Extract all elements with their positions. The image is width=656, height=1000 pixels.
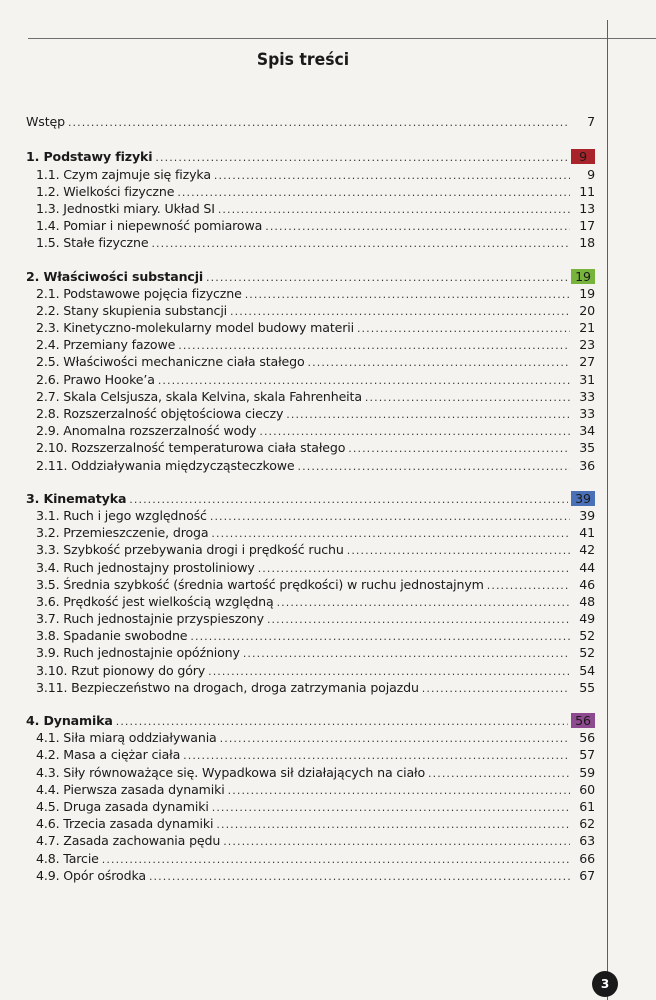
toc-entry — [26, 369, 595, 386]
dot-leader — [308, 356, 570, 369]
toc-entry — [26, 421, 595, 438]
toc-entry — [26, 318, 595, 335]
toc-entry — [26, 216, 595, 233]
toc-entry-page: 17 — [579, 218, 595, 234]
toc-intro-label: Wstęp — [26, 114, 65, 130]
toc-entry-title: 3.11. Bezpieczeństwo na drogach, droga zatrzymania pojazdu — [36, 679, 419, 695]
dot-leader — [178, 339, 570, 352]
toc-entry-title: 2.5. Właściwości mechaniczne ciała stałego — [36, 354, 305, 370]
dot-leader — [183, 749, 570, 762]
toc-entry — [26, 609, 595, 626]
toc-section-heading — [26, 489, 595, 506]
toc-entry-title: 4.7. Zasada zachowania pędu — [36, 833, 221, 849]
toc-entry — [26, 557, 595, 574]
dot-leader — [422, 682, 570, 695]
toc-entry-page: 42 — [579, 542, 595, 558]
toc-entry — [26, 284, 595, 301]
toc-entry-title: 3.8. Spadanie swobodne — [36, 628, 188, 644]
dot-leader — [347, 544, 570, 557]
toc-entry-title: 3.6. Prędkość jest wielkością względną — [36, 593, 274, 609]
toc-entry-title: 3.2. Przemieszczenie, droga — [36, 525, 209, 541]
toc-entry — [26, 643, 595, 660]
dot-leader — [149, 870, 570, 883]
dot-leader — [277, 596, 570, 609]
toc-entry-title: 4.2. Masa a ciężar ciała — [36, 747, 181, 763]
toc-entry-title: 1.4. Pomiar i niepewność pomiarowa — [36, 218, 263, 234]
toc-entry — [26, 164, 595, 181]
toc-entry — [26, 233, 595, 250]
toc-entry — [26, 762, 595, 779]
dot-leader — [102, 853, 570, 866]
toc-entry-title: 3.3. Szybkość przebywania drogi i prędkość ruchu — [36, 542, 344, 558]
toc-entry-page: 56 — [579, 730, 595, 746]
toc-entry-title: 2.11. Oddziaływania międzycząsteczkowe — [36, 457, 295, 473]
dot-leader — [265, 220, 570, 233]
toc-entry-page: 41 — [579, 525, 595, 541]
toc-entry-page: 34 — [579, 423, 595, 439]
toc-entry-title: 1.3. Jednostki miary. Układ SI — [36, 200, 215, 216]
dot-leader — [155, 151, 568, 164]
toc-entry — [26, 831, 595, 848]
toc-entry-page: 39 — [579, 507, 595, 523]
section-page-badge: 9 — [571, 149, 595, 164]
toc-entry-title: 4.6. Trzecia zasada dynamiki — [36, 816, 214, 832]
dot-leader — [230, 305, 570, 318]
toc-entry-title: 2.10. Rozszerzalność temperaturowa ciała stałego — [36, 440, 346, 456]
section-page-badge: 56 — [571, 713, 595, 728]
toc-entry-page: 44 — [579, 559, 595, 575]
toc-entry-page: 27 — [579, 354, 595, 370]
dot-leader — [487, 579, 570, 592]
toc-entry-title: 2.4. Przemiany fazowe — [36, 337, 176, 353]
dot-leader — [206, 271, 568, 284]
table-of-contents — [26, 112, 595, 883]
toc-sections — [26, 129, 595, 883]
toc-entry-page: 48 — [579, 593, 595, 609]
toc-entry-title: 3.10. Rzut pionowy do góry — [36, 662, 206, 678]
toc-entry — [26, 352, 595, 369]
toc-entry — [26, 540, 595, 557]
toc-entry-title: 4.8. Tarcie — [36, 850, 99, 866]
page-title: Spis treści — [256, 50, 350, 70]
toc-entry — [26, 592, 595, 609]
toc-section-heading — [26, 266, 595, 283]
toc-entry-page: 33 — [579, 406, 595, 421]
dot-leader — [151, 237, 570, 250]
toc-entry — [26, 506, 595, 523]
section-gap — [26, 129, 595, 147]
dot-leader — [208, 665, 570, 678]
section-title: 4. Dynamika — [26, 713, 113, 728]
toc-entry — [26, 797, 595, 814]
toc-entry — [26, 523, 595, 540]
dot-leader — [258, 562, 570, 575]
toc-entry-title: 3.9. Ruch jednostajnie opóźniony — [36, 645, 240, 661]
toc-entry-title: 2.1. Podstawowe pojęcia fizyczne — [36, 285, 242, 301]
section-title: 1. Podstawy fizyki — [26, 149, 153, 165]
dot-leader — [210, 510, 570, 523]
toc-entry-page: 54 — [579, 662, 595, 678]
toc-entry-page: 23 — [579, 337, 595, 353]
toc-entry-page: 61 — [579, 798, 595, 814]
dot-leader — [428, 767, 570, 780]
toc-entry-page: 13 — [579, 200, 595, 216]
toc-entry-title: 1.5. Stałe fizyczne — [36, 235, 149, 251]
dot-leader — [365, 391, 570, 404]
dot-leader — [214, 169, 570, 182]
toc-entry-title: 2.6. Prawo Hooke’a — [36, 371, 155, 387]
toc-entry-page: 19 — [579, 285, 595, 301]
dot-leader — [177, 186, 570, 199]
toc-entry — [26, 182, 595, 199]
toc-entry-title: 2.9. Anomalna rozszerzalność wody — [36, 423, 257, 439]
toc-entry — [26, 678, 595, 695]
section-page-badge: 39 — [571, 491, 595, 506]
toc-entry-page: 35 — [579, 440, 595, 456]
toc-entry-title: 3.4. Ruch jednostajny prostoliniowy — [36, 559, 255, 575]
toc-entry-page: 63 — [579, 833, 595, 849]
dot-leader — [116, 715, 568, 728]
dot-leader — [216, 818, 570, 831]
dot-leader — [212, 801, 570, 814]
toc-entry-title: 3.7. Ruch jednostajnie przyspieszony — [36, 611, 264, 627]
dot-leader — [220, 732, 570, 745]
toc-entry — [26, 455, 595, 472]
section-gap — [26, 473, 595, 489]
toc-entry-title: 4.9. Opór ośrodka — [36, 867, 146, 883]
toc-entry-page: 31 — [579, 371, 595, 387]
dot-leader — [158, 374, 570, 387]
toc-entry-page: 55 — [579, 679, 595, 695]
toc-entry-title: 1.1. Czym zajmuje się fizyka — [36, 166, 211, 182]
toc-entry — [26, 199, 595, 216]
toc-entry — [26, 780, 595, 797]
toc-entry — [26, 866, 595, 883]
toc-entry-title: 4.4. Pierwsza zasada dynamiki — [36, 781, 225, 797]
toc-entry-page: 60 — [579, 781, 595, 797]
dot-leader — [228, 784, 570, 797]
toc-entry-page: 21 — [579, 320, 595, 336]
section-gap — [26, 695, 595, 711]
dot-leader — [357, 322, 570, 335]
toc-entry-title: 4.1. Siła miarą oddziaływania — [36, 730, 217, 746]
section-title: 3. Kinematyka — [26, 490, 127, 506]
toc-entry — [26, 848, 595, 865]
toc-entry-page: 66 — [579, 850, 595, 866]
toc-intro-row — [26, 112, 595, 129]
toc-entry-page: 36 — [579, 457, 595, 473]
toc-entry — [26, 626, 595, 643]
dot-leader — [68, 116, 570, 129]
dot-leader — [348, 442, 570, 455]
toc-entry-title: 3.5. Średnia szybkość (średnia wartość prędkości) w ruchu jednostajnym — [36, 576, 484, 592]
section-title: 2. Właściwości substancji — [26, 268, 204, 284]
toc-entry-page: 52 — [579, 645, 595, 661]
dot-leader — [218, 203, 570, 216]
dot-leader — [267, 613, 570, 626]
toc-section-heading — [26, 147, 595, 164]
dot-leader — [286, 408, 570, 421]
toc-entry-title: 4.5. Druga zasada dynamiki — [36, 798, 209, 814]
toc-entry-title: 2.7. Skala Celsjusza, skala Kelvina, skala Fahrenheita — [36, 388, 362, 404]
toc-entry — [26, 301, 595, 318]
dot-leader — [129, 493, 568, 506]
toc-entry — [26, 660, 595, 677]
toc-entry-page: 46 — [579, 576, 595, 592]
toc-entry-page: 49 — [579, 611, 595, 627]
dot-leader — [190, 630, 570, 643]
page-number-badge: 3 — [592, 971, 618, 997]
dot-leader — [243, 647, 570, 660]
toc-entry — [26, 335, 595, 352]
dot-leader — [211, 527, 570, 540]
toc-section-heading — [26, 711, 595, 728]
toc-entry-page: 18 — [579, 235, 595, 251]
dot-leader — [298, 460, 570, 473]
toc-entry — [26, 438, 595, 455]
section-gap — [26, 250, 595, 266]
toc-entry-title: 2.8. Rozszerzalność objętościowa cieczy — [36, 406, 284, 421]
toc-entry-page: 9 — [587, 166, 595, 182]
dot-leader — [259, 425, 570, 438]
section-page-badge: 19 — [571, 269, 595, 284]
toc-entry-page: 67 — [579, 867, 595, 883]
toc-entry-page: 52 — [579, 628, 595, 644]
toc-entry — [26, 575, 595, 592]
toc-entry-page: 62 — [579, 816, 595, 832]
dot-leader — [245, 288, 570, 301]
toc-entry — [26, 728, 595, 745]
toc-entry — [26, 745, 595, 762]
toc-entry-page: 33 — [579, 388, 595, 404]
toc-entry-page: 20 — [579, 302, 595, 318]
toc-entry-title: 3.1. Ruch i jego względność — [36, 507, 207, 523]
top-rule — [28, 38, 656, 39]
toc-entry-title: 1.2. Wielkości fizyczne — [36, 183, 175, 199]
toc-entry-title: 2.2. Stany skupienia substancji — [36, 302, 228, 318]
toc-entry — [26, 387, 595, 404]
dot-leader — [223, 835, 570, 848]
toc-entry — [26, 404, 595, 421]
toc-entry-page: 11 — [579, 183, 595, 199]
toc-entry-page: 59 — [579, 764, 595, 780]
right-margin-rule — [607, 20, 608, 1000]
toc-intro-page: 7 — [587, 114, 595, 130]
toc-entry-title: 2.3. Kinetyczno-molekularny model budowy materii — [36, 320, 354, 336]
toc-entry-page: 57 — [579, 747, 595, 763]
toc-entry — [26, 814, 595, 831]
toc-entry-title: 4.3. Siły równoważące się. Wypadkowa sił działających na ciało — [36, 764, 426, 780]
